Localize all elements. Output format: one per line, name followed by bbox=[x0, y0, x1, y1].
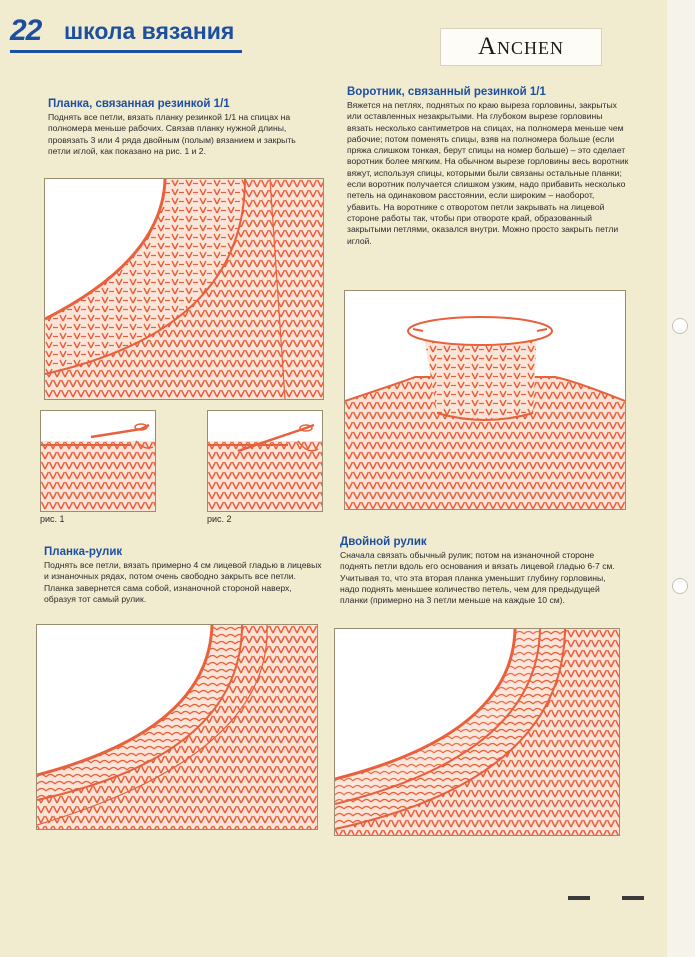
binder-hole bbox=[672, 318, 688, 334]
page-edge bbox=[667, 0, 695, 957]
fig2-caption: рис. 2 bbox=[207, 514, 232, 524]
rolled-placket-body: Поднять все петли, вязать примерно 4 см лицевой гладью в лицевых и изнаночных рядах, потом очень свободно закрыть все петли. Планка завернется сама собой, изнаночной стороной наверх, образуя тот самый рулик. bbox=[44, 560, 322, 604]
double-roll-body: Сначала связать обычный рулик; потом на изнаночной стороне поднять петли вдоль его основания и вязать лицевой гладью 6-7 см. Учитывая то, что эта вторая планка уменьшит глубину горловины, надо поднять меньшее количество петель, чем для предыдущей планки (примерно на 3 петли меньше на каждые 10 см). bbox=[340, 550, 615, 606]
double-roll-title: Двойной рулик bbox=[340, 536, 427, 548]
section-title: школа вязания bbox=[64, 18, 235, 44]
fig2-illustration bbox=[207, 410, 323, 512]
page-number: 22 bbox=[10, 14, 42, 47]
fig1-illustration bbox=[40, 410, 156, 512]
binder-hole bbox=[672, 578, 688, 594]
title-rule bbox=[10, 50, 242, 53]
watermark-label bbox=[440, 28, 602, 66]
placket-rib-body: Поднять все петли, вязать планку резинкой 1/1 на спицах на полномера меньше рабочих. Связав планку нужной длины, провязать 3 или 4 ряда двойным (полым) вязанием и закрыть петли иглой, как показано на рис. 1 и 2. bbox=[48, 112, 296, 156]
collar-rib-title: Воротник, связанный резинкой 1/1 bbox=[347, 86, 546, 98]
rolled-placket-title: Планка-рулик bbox=[44, 546, 123, 558]
bottom-mark bbox=[622, 896, 644, 900]
placket-rib-title: Планка, связанная резинкой 1/1 bbox=[48, 98, 230, 110]
collar-rib-body: Вяжется на петлях, поднятых по краю выреза горловины, закрытых или оставленных незакрытыми. На глубоком вырезе горловины вязать несколько сантиметров на спицах, на полномера меньше чем рабочие; потом поменять спицы, взяв на полномера больше (если пряжа слишком тонкая, берут спицы на номер больше) – это сделает воротник более мягким. На обычном вырезе горловины весь воротник вяжут, используя спицы, которыми были связаны остальные планки; если воротник получается слишком узким, надо прибавить несколько петель на одинаковом расстоянии, если широким – наоборот, убавить. На воротнике с отворотом петли закрывать на лицевой стороне работы так, чтобы при отвороте край, образованный закрытыми петлями, оказался внутри. Можно просто закрыть петли иглой. bbox=[347, 100, 629, 246]
rolled-placket-illustration bbox=[36, 624, 318, 830]
placket-rib-illustration bbox=[44, 178, 324, 400]
watermark-text: Anchen bbox=[477, 33, 565, 60]
double-roll-illustration bbox=[334, 628, 620, 836]
bottom-mark bbox=[568, 896, 590, 900]
fig1-caption: рис. 1 bbox=[40, 514, 65, 524]
collar-illustration bbox=[344, 290, 626, 510]
